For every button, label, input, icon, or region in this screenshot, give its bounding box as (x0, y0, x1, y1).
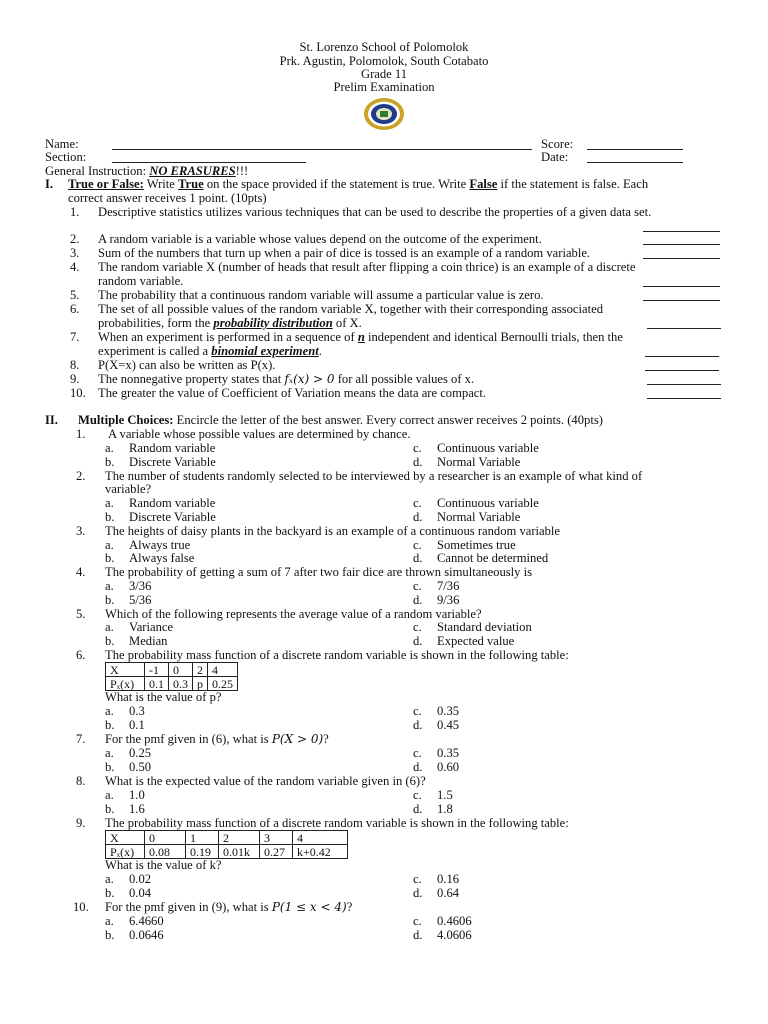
choice-letter-c[interactable]: c. (413, 579, 422, 593)
choice-letter-a[interactable]: a. (105, 579, 114, 593)
choice-d[interactable]: 0.45 (437, 718, 460, 732)
tf-item-text-cont: experiment is called a binomial experiment. (98, 344, 322, 358)
tf-item-number: 9. (70, 372, 80, 386)
table-cell: 0.08 (145, 845, 186, 859)
choice-letter-b[interactable]: b. (105, 928, 115, 942)
choice-b[interactable]: 0.50 (129, 760, 152, 774)
choice-b[interactable]: 5/36 (129, 593, 152, 607)
choice-c[interactable]: 7/36 (437, 579, 460, 593)
choice-letter-b[interactable]: b. (105, 718, 115, 732)
choice-letter-d[interactable]: d. (413, 886, 423, 900)
section-label: Section: (45, 150, 87, 164)
general-instruction: General Instruction: NO ERASURES!!! (45, 164, 249, 178)
choice-c[interactable]: Continuous variable (437, 496, 539, 510)
choice-letter-a[interactable]: a. (105, 914, 114, 928)
table-cell: 0.19 (186, 845, 219, 859)
mc-question-text: What is the expected value of the random variable given in (6)? (105, 774, 426, 788)
tf-item-text-cont: probabilities, form the probability distribution of X. (98, 316, 362, 330)
part1-instructions-line2: correct answer receives 1 point. (10pts) (68, 191, 267, 205)
choice-letter-a[interactable]: a. (105, 441, 114, 455)
choice-b[interactable]: Median (129, 634, 168, 648)
tf-item-text: A random variable is a variable whose values depend on the outcome of the experiment. (98, 232, 542, 246)
tf-answer-blank[interactable] (645, 356, 719, 357)
tf-answer-blank[interactable] (643, 300, 720, 301)
table-cell: X (106, 663, 145, 677)
table-cell: 3 (260, 831, 293, 845)
mc-question-number: 5. (76, 607, 86, 621)
choice-letter-a[interactable]: a. (105, 872, 114, 886)
choice-letter-a[interactable]: a. (105, 746, 114, 760)
choice-letter-d[interactable]: d. (413, 634, 423, 648)
mc-question-text: Which of the following represents the average value of a random variable? (105, 607, 482, 621)
tf-item-number: 4. (70, 260, 80, 274)
table-cell: 4 (293, 831, 348, 845)
choice-d[interactable]: Expected value (437, 634, 515, 648)
choice-letter-d[interactable]: d. (413, 928, 423, 942)
tf-answer-blank[interactable] (647, 328, 721, 329)
tf-answer-blank[interactable] (645, 370, 719, 371)
table-cell: 4 (208, 663, 238, 677)
choice-b[interactable]: Always false (129, 551, 195, 565)
choice-letter-d[interactable]: d. (413, 510, 423, 524)
mc-question-ask: What is the value of k? (105, 858, 222, 872)
tf-answer-blank[interactable] (643, 258, 720, 259)
table-cell: 0.27 (260, 845, 293, 859)
tf-item-text: Descriptive statistics utilizes various techniques that can be used to describe the properties of a given data set. (98, 205, 652, 219)
table-cell: 1 (186, 831, 219, 845)
mc-question-number: 7. (76, 732, 86, 746)
tf-item-text: Sum of the numbers that turn up when a pair of dice is tossed is an example of a random variable. (98, 246, 591, 260)
mc-question-number: 1. (76, 427, 86, 441)
choice-b[interactable]: Discrete Variable (129, 510, 216, 524)
choice-letter-b[interactable]: b. (105, 634, 115, 648)
part2-instructions: Multiple Choices: Encircle the letter of the best answer. Every correct answer receives 2 points. (40pts) (78, 413, 603, 427)
choice-d[interactable]: 4.0606 (437, 928, 472, 942)
tf-item-text: The greater the value of Coefficient of Variation means the data are compact. (98, 386, 487, 400)
table-cell: X (106, 831, 145, 845)
tf-item-text: The probability that a continuous random variable will assume a particular value is zero. (98, 288, 544, 302)
choice-letter-d[interactable]: d. (413, 760, 423, 774)
choice-letter-a[interactable]: a. (105, 496, 114, 510)
choice-c[interactable]: 0.16 (437, 872, 460, 886)
choice-a[interactable]: 6.4660 (129, 914, 164, 928)
choice-d[interactable]: Cannot be determined (437, 551, 549, 565)
choice-b[interactable]: 0.0646 (129, 928, 164, 942)
choice-letter-a[interactable]: a. (105, 538, 114, 552)
choice-letter-c[interactable]: c. (413, 538, 422, 552)
pmf-table-q9 (105, 830, 348, 859)
table-cell: 2 (219, 831, 260, 845)
tf-item-text: The set of all possible values of the random variable X, together with their corresponding associated (98, 302, 603, 316)
mc-question-text: For the pmf given in (6), what is P(X > 0)? (105, 732, 329, 746)
table-cell: 0.1 (145, 677, 169, 691)
choice-c[interactable]: Sometimes true (437, 538, 516, 552)
table-cell: Pₓ(x) (106, 845, 145, 859)
choice-b[interactable]: Discrete Variable (129, 455, 216, 469)
name-field[interactable] (112, 149, 532, 150)
table-cell: p (193, 677, 208, 691)
table-cell: -1 (145, 663, 169, 677)
choice-letter-c[interactable]: c. (413, 914, 422, 928)
mc-question-number: 3. (76, 524, 86, 538)
choice-c[interactable]: Continuous variable (437, 441, 539, 455)
grade-level: Grade 11 (360, 67, 408, 81)
tf-item-number: 8. (70, 358, 80, 372)
score-field[interactable] (587, 149, 683, 150)
choice-c[interactable]: 0.4606 (437, 914, 472, 928)
choice-a[interactable]: 0.02 (129, 872, 152, 886)
table-cell: 0 (145, 831, 186, 845)
part2-roman: II. (45, 413, 58, 427)
choice-letter-a[interactable]: a. (105, 788, 114, 802)
choice-d[interactable]: Normal Variable (437, 510, 521, 524)
choice-letter-d[interactable]: d. (413, 802, 423, 816)
mc-question-text-cont: variable? (105, 482, 152, 496)
pmf-row-x (106, 831, 348, 845)
date-field[interactable] (587, 162, 683, 163)
choice-letter-b[interactable]: b. (105, 760, 115, 774)
mc-question-text: The probability of getting a sum of 7 after two fair dice are thrown simultaneously is (105, 565, 533, 579)
table-cell: 0.01k (219, 845, 260, 859)
tf-item-number: 2. (70, 232, 80, 246)
choice-letter-b[interactable]: b. (105, 886, 115, 900)
mc-question-text: The probability mass function of a discrete random variable is shown in the following table: (105, 648, 569, 662)
school-name: St. Lorenzo School of Polomolok (299, 40, 469, 54)
table-cell: Pₓ(x) (106, 677, 145, 691)
table-cell: 2 (193, 663, 208, 677)
school-seal-logo (362, 97, 406, 131)
tf-answer-blank[interactable] (647, 384, 721, 385)
mc-question-number: 10. (73, 900, 89, 914)
choice-c[interactable]: 0.35 (437, 704, 460, 718)
mc-question-number: 6. (76, 648, 86, 662)
choice-d[interactable]: 0.60 (437, 760, 460, 774)
choice-letter-c[interactable]: c. (413, 620, 422, 634)
choice-a[interactable]: 0.3 (129, 704, 145, 718)
tf-item-number: 3. (70, 246, 80, 260)
choice-letter-c[interactable]: c. (413, 788, 422, 802)
choice-letter-d[interactable]: d. (413, 551, 423, 565)
choice-letter-c[interactable]: c. (413, 704, 422, 718)
tf-item-text: When an experiment is performed in a sequence of n independent and identical Bernoulli trials, then the (98, 330, 623, 344)
section-field[interactable] (112, 162, 306, 163)
mc-question-ask: What is the value of p? (105, 690, 222, 704)
mc-question-text: The probability mass function of a discrete random variable is shown in the following table: (105, 816, 569, 830)
date-label: Date: (541, 150, 569, 164)
tf-item-text: The nonnegative property states that fₓ(x) > 0 for all possible values of x. (98, 372, 475, 386)
choice-letter-c[interactable]: c. (413, 496, 422, 510)
choice-letter-b[interactable]: b. (105, 551, 115, 565)
mc-question-number: 8. (76, 774, 86, 788)
pmf-row-x (106, 663, 238, 677)
choice-letter-b[interactable]: b. (105, 510, 115, 524)
choice-letter-c[interactable]: c. (413, 872, 422, 886)
choice-a[interactable]: Random variable (129, 496, 216, 510)
choice-letter-d[interactable]: d. (413, 593, 423, 607)
tf-item-number: 6. (70, 302, 80, 316)
part1-instructions: True or False: Write True on the space provided if the statement is true. Write False if the statement is false. Each (68, 177, 649, 191)
mc-question-number: 2. (76, 469, 86, 483)
choice-letter-a[interactable]: a. (105, 704, 114, 718)
choice-a[interactable]: Random variable (129, 441, 216, 455)
choice-letter-b[interactable]: b. (105, 802, 115, 816)
choice-letter-c[interactable]: c. (413, 441, 422, 455)
pmf-row-px (106, 845, 348, 859)
table-cell: 0.3 (169, 677, 193, 691)
tf-item-number: 10. (70, 386, 86, 400)
choice-a[interactable]: 1.0 (129, 788, 145, 802)
choice-letter-d[interactable]: d. (413, 718, 423, 732)
pmf-row-px (106, 677, 238, 691)
tf-item-number: 7. (70, 330, 80, 344)
tf-answer-blank[interactable] (643, 244, 720, 245)
mc-question-number: 9. (76, 816, 86, 830)
mc-question-text: For the pmf given in (9), what is P(1 ≤ x < 4)? (105, 900, 353, 914)
choice-c[interactable]: 1.5 (437, 788, 453, 802)
tf-item-text-cont: random variable. (98, 274, 184, 288)
choice-b[interactable]: 0.1 (129, 718, 145, 732)
table-cell: 0 (169, 663, 193, 677)
mc-question-text: A variable whose possible values are determined by chance. (108, 427, 411, 441)
pmf-table-q6 (105, 662, 238, 691)
choice-letter-c[interactable]: c. (413, 746, 422, 760)
choice-letter-b[interactable]: b. (105, 593, 115, 607)
choice-d[interactable]: Normal Variable (437, 455, 521, 469)
choice-c[interactable]: 0.35 (437, 746, 460, 760)
tf-item-number: 1. (70, 205, 80, 219)
mc-question-number: 4. (76, 565, 86, 579)
choice-b[interactable]: 0.04 (129, 886, 152, 900)
choice-letter-a[interactable]: a. (105, 620, 114, 634)
choice-letter-b[interactable]: b. (105, 455, 115, 469)
choice-d[interactable]: 1.8 (437, 802, 453, 816)
choice-letter-d[interactable]: d. (413, 455, 423, 469)
name-label: Name: (45, 137, 79, 151)
tf-item-text: The random variable X (number of heads that result after flipping a coin thrice) is an example of a discrete (98, 260, 636, 274)
choice-a[interactable]: Always true (129, 538, 191, 552)
choice-d[interactable]: 9/36 (437, 593, 460, 607)
tf-answer-blank[interactable] (643, 231, 720, 232)
tf-answer-blank[interactable] (647, 398, 721, 399)
choice-a[interactable]: 0.25 (129, 746, 152, 760)
table-cell: 0.25 (208, 677, 238, 691)
tf-item-number: 5. (70, 288, 80, 302)
choice-d[interactable]: 0.64 (437, 886, 460, 900)
score-label: Score: (541, 137, 574, 151)
choice-a[interactable]: 3/36 (129, 579, 152, 593)
mc-question-text: The heights of daisy plants in the backyard is an example of a continuous random variable (105, 524, 560, 538)
choice-b[interactable]: 1.6 (129, 802, 145, 816)
choice-c[interactable]: Standard deviation (437, 620, 532, 634)
exam-title: Prelim Examination (333, 80, 435, 94)
choice-a[interactable]: Variance (129, 620, 174, 634)
tf-answer-blank[interactable] (643, 286, 720, 287)
mc-question-text: The number of students randomly selected to be interviewed by a researcher is an example of what kind of (105, 469, 643, 483)
tf-item-text: P(X=x) can also be written as P(x). (98, 358, 276, 372)
table-cell: k+0.42 (293, 845, 348, 859)
part1-roman: I. (45, 177, 54, 191)
school-address: Prk. Agustin, Polomolok, South Cotabato (279, 54, 489, 68)
